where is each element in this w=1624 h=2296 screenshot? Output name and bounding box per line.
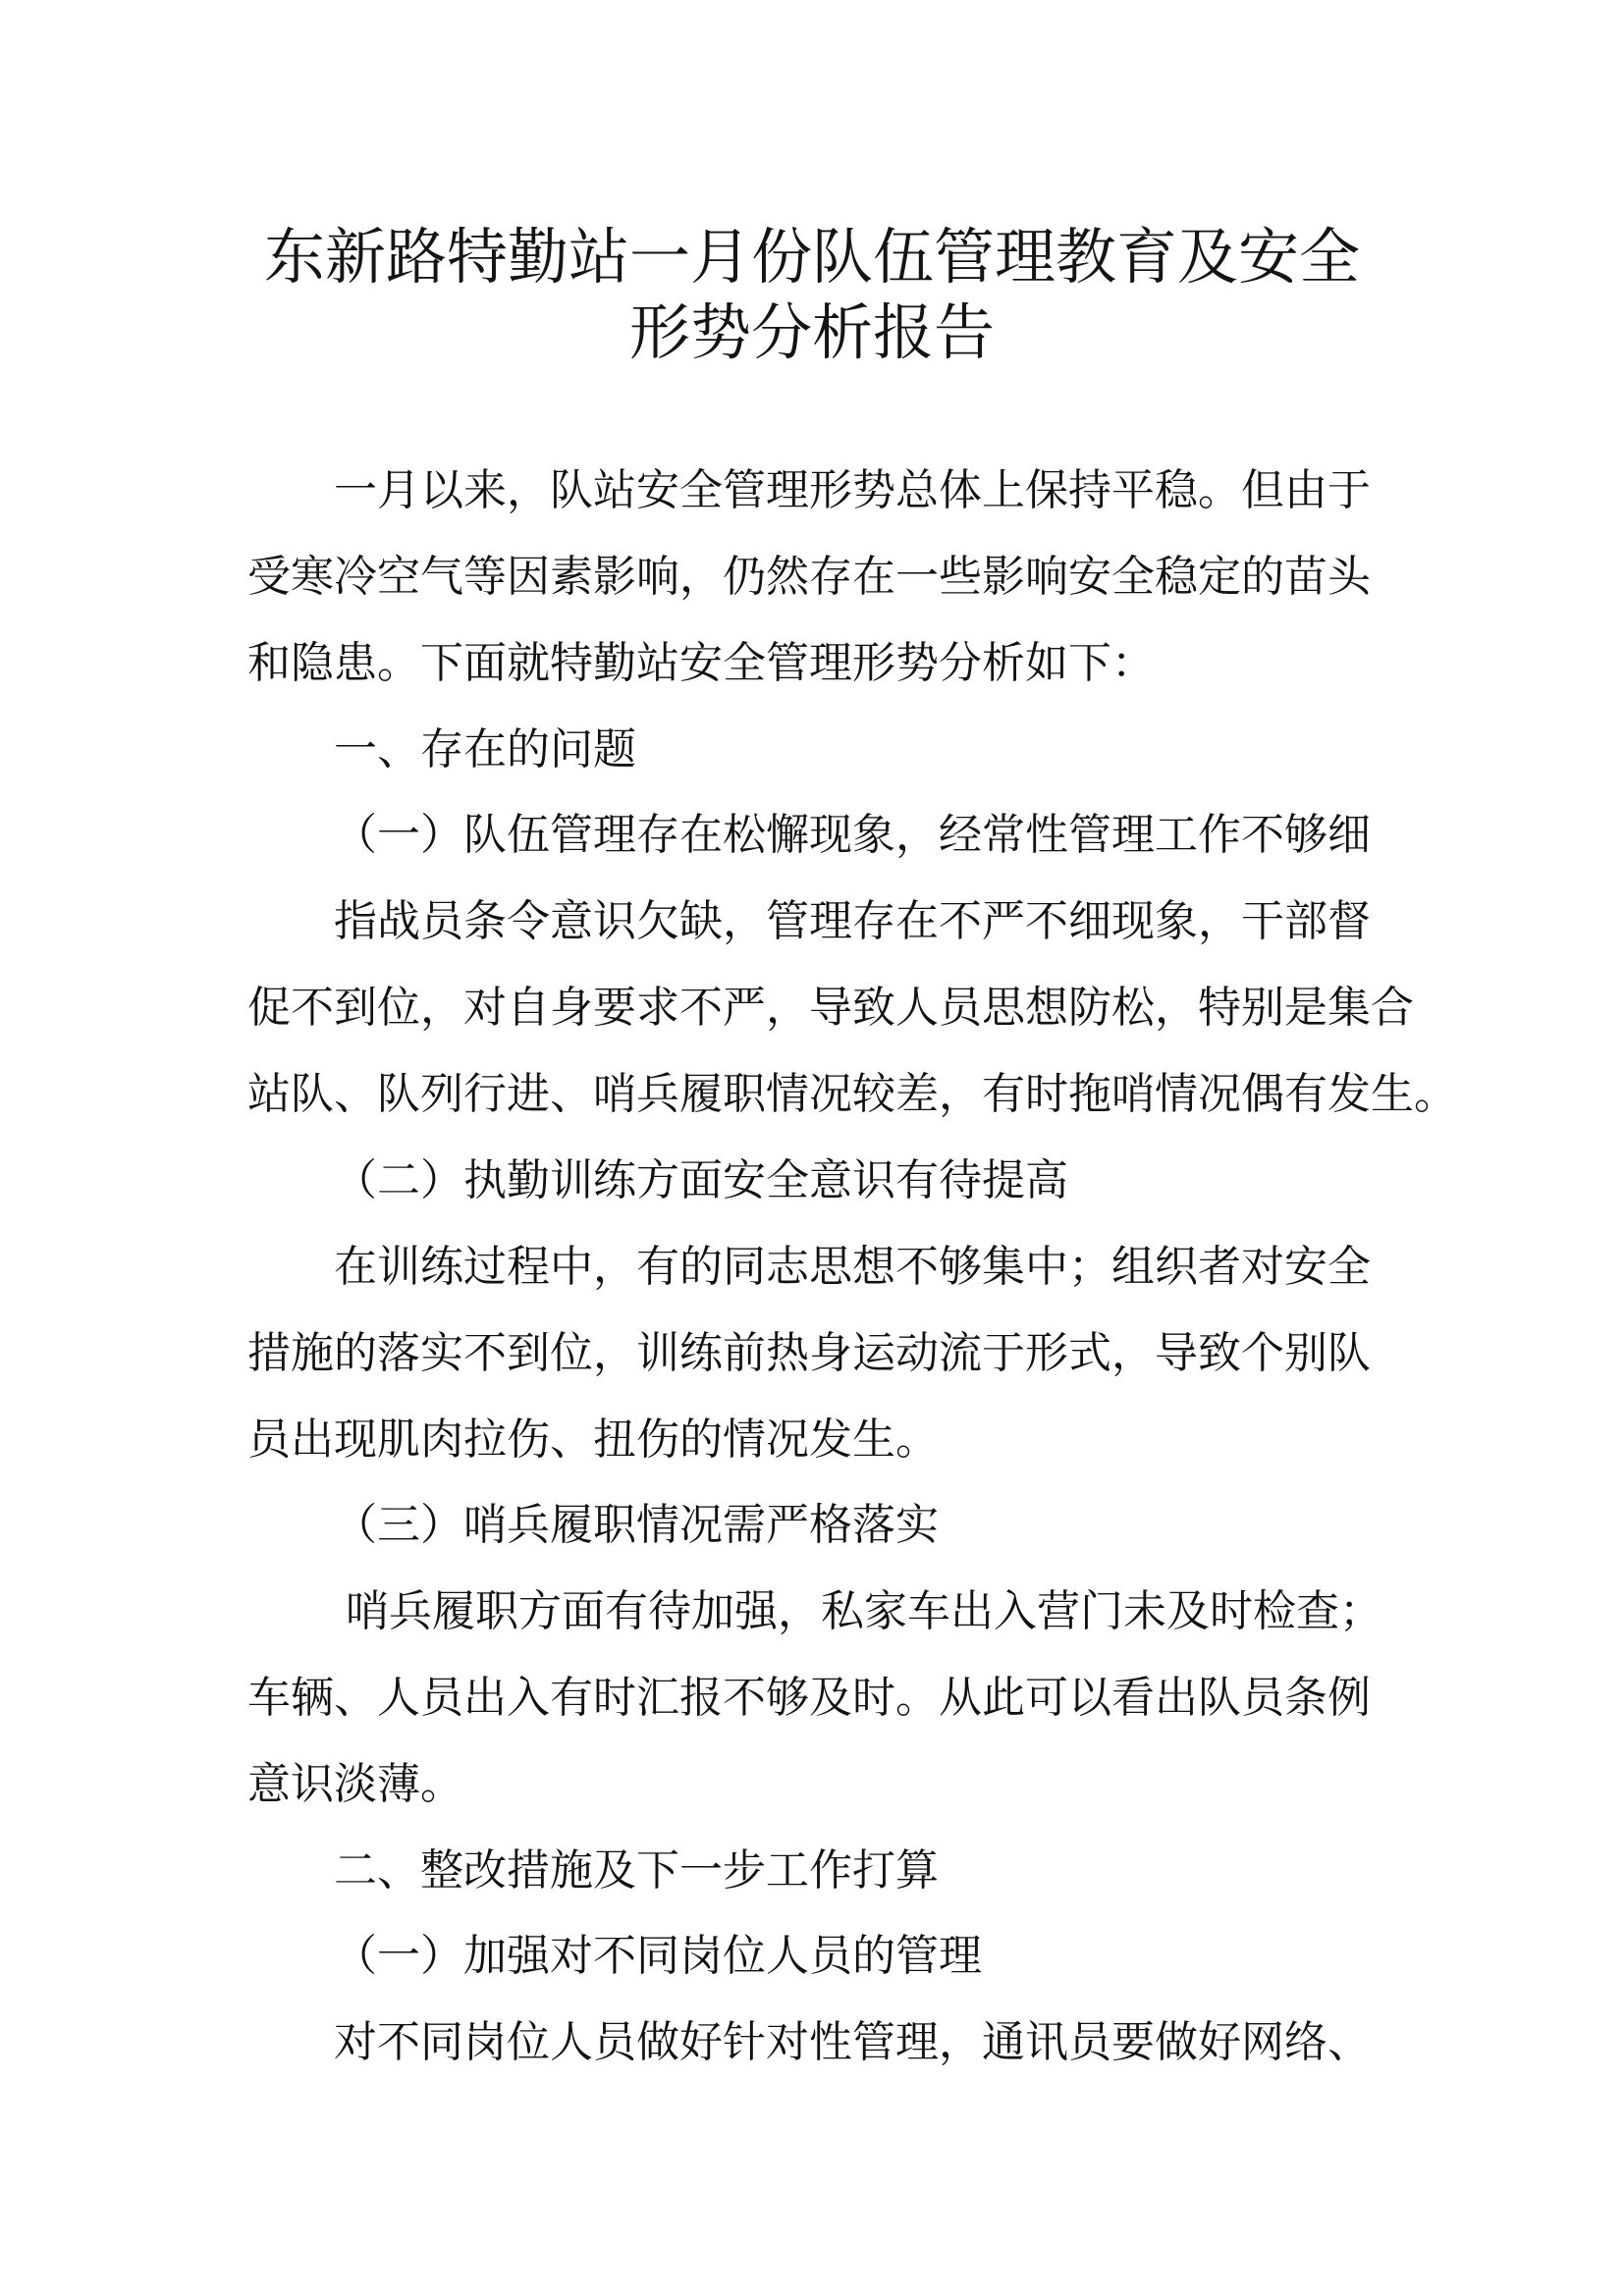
section-heading: 一、存在的问题	[334, 724, 636, 774]
paragraph-line: 哨兵履职方面有待加强，私家车出入营门未及时检查；	[346, 1586, 1382, 1636]
paragraph-line: 在训练过程中，有的同志思想不够集中；组织者对安全	[334, 1242, 1371, 1292]
paragraph-line: 对不同岗位人员做好针对性管理，通讯员要做好网络、	[334, 2017, 1371, 2067]
paragraph-line: 和隐患。下面就特勤站安全管理形势分析如下：	[247, 638, 1155, 688]
paragraph-line: 员出现肌肉拉伤、扭伤的情况发生。	[247, 1415, 939, 1465]
section-heading: 二、整改措施及下一步工作打算	[334, 1845, 939, 1896]
subsection-heading: （一）加强对不同岗位人员的管理	[334, 1931, 982, 1981]
paragraph-line: 促不到位，对自身要求不严，导致人员思想防松，特别是集合	[247, 983, 1414, 1033]
paragraph-line: 意识淡薄。	[247, 1759, 463, 1809]
document-title-line-2: 形势分析报告	[628, 296, 995, 368]
subsection-heading: （三）哨兵履职情况需严格落实	[334, 1500, 939, 1550]
paragraph-line: 站队、队列行进、哨兵履职情况较差，有时拖哨情况偶有发生。	[247, 1069, 1457, 1119]
document-title-line-1: 东新路特勤站一月份队伍管理教育及安全	[263, 221, 1360, 293]
paragraph-line: 指战员条令意识欠缺，管理存在不严不细现象，干部督	[334, 896, 1371, 946]
subsection-heading: （二）执勤训练方面安全意识有待提高	[334, 1155, 1068, 1205]
subsection-heading: （一）队伍管理存在松懈现象，经常性管理工作不够细	[334, 810, 1371, 860]
paragraph-line: 措施的落实不到位，训练前热身运动流于形式，导致个别队	[247, 1328, 1371, 1378]
paragraph-line: 一月以来，队站安全管理形势总体上保持平稳。但由于	[334, 465, 1371, 515]
paragraph-line: 车辆、人员出入有时汇报不够及时。从此可以看出队员条例	[247, 1673, 1371, 1723]
paragraph-line: 受寒冷空气等因素影响，仍然存在一些影响安全稳定的苗头	[247, 552, 1371, 602]
